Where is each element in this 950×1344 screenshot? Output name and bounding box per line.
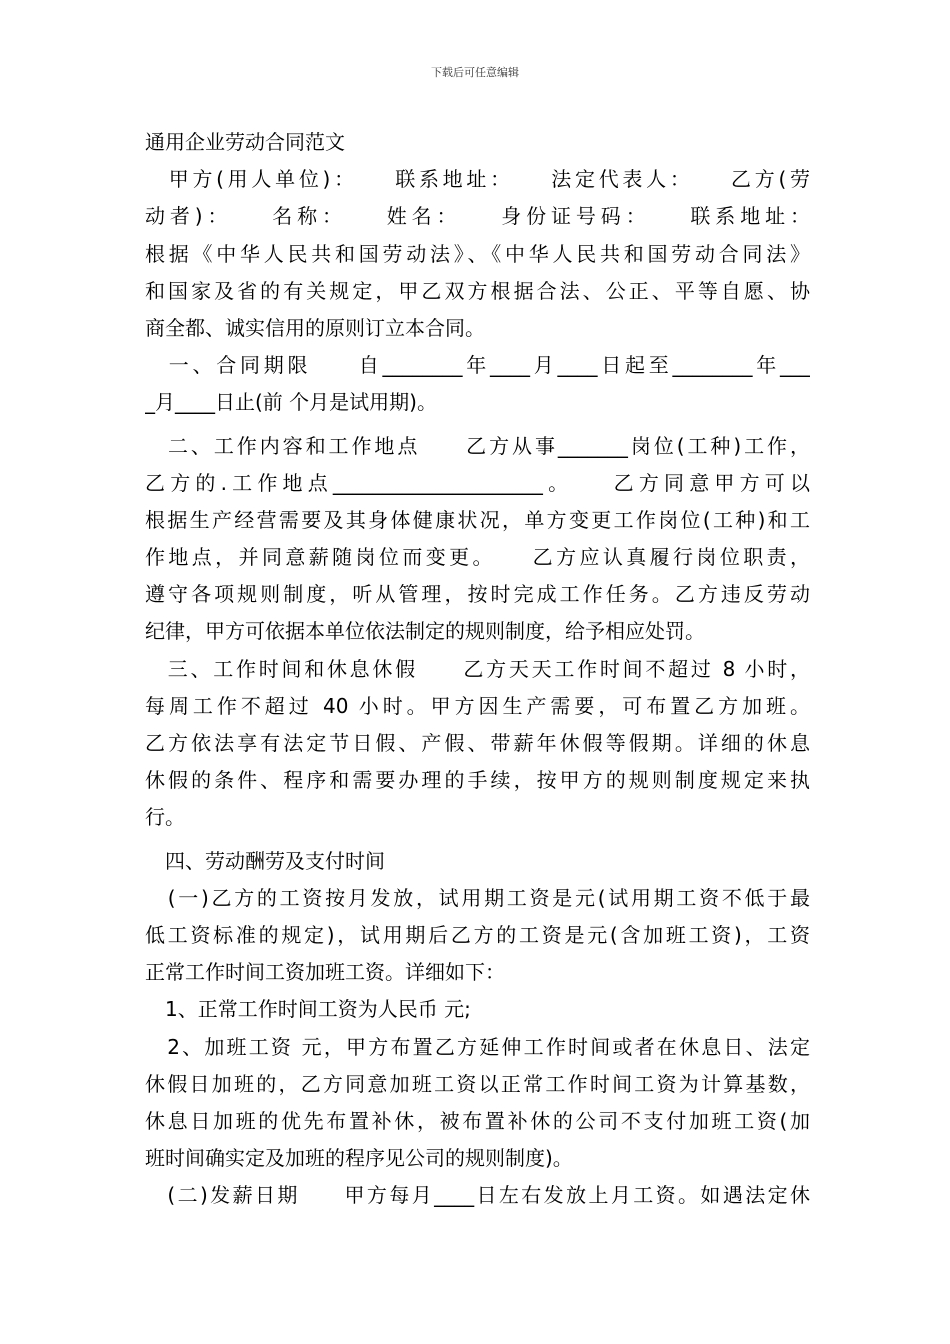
- text-line: 根据《中华人民共和国劳动法》、《中华人民共和国劳动合同法》: [145, 241, 810, 266]
- text-line: 乙方依法享有法定节日假、产假、带薪年休假等假期。详细的休息: [145, 731, 810, 755]
- section-heading-1: 一、合同期限 自________年____月____日起至________年___: [145, 353, 810, 378]
- text-line: 正常工作时间工资加班工资。详细如下：: [145, 960, 505, 985]
- text-line: 班时间确实定及加班的程序见公司的规则制度)。: [145, 1146, 573, 1171]
- document-body: [145, 124, 810, 1214]
- text-line: 休假的条件、程序和需要办理的手续，按甲方的规则制度规定来执: [145, 768, 810, 793]
- text-line: (二)发薪日期 甲方每月____日左右发放上月工资。如遇法定休: [145, 1183, 810, 1208]
- text-line: 行。: [145, 805, 185, 830]
- text-line: 休假日加班的，乙方同意加班工资以正常工作时间工资为计算基数，: [145, 1071, 810, 1096]
- text-line: (一)乙方的工资按月发放，试用期工资是元(试用期工资不低于最: [145, 885, 810, 910]
- text-line: _月____日止(前 个月是试用期)。: [145, 390, 437, 415]
- text-line: 根据生产经营需要及其身体健康状况，单方变更工作岗位(工种)和工: [145, 507, 810, 532]
- text-line: 1、正常工作时间工资为人民币 元;: [145, 997, 471, 1022]
- section-heading-4: 四、劳动酬劳及支付时间: [145, 848, 385, 873]
- text-line: 纪律，甲方可依据本单位依法制定的规则制度，给予相应处罚。: [145, 619, 705, 644]
- text-line: 和国家及省的有关规定，甲乙双方根据合法、公正、平等自愿、协: [145, 278, 810, 303]
- text-line: 休息日加班的优先布置补休，被布置补休的公司不支付加班工资(加: [145, 1108, 810, 1133]
- text-line: 作地点，并同意薪随岗位而变更。 乙方应认真履行岗位职责，: [145, 545, 810, 570]
- text-line: 2、加班工资 元，甲方布置乙方延伸工作时间或者在休息日、法定: [145, 1034, 810, 1059]
- text-line: 商全都、诚实信用的原则订立本合同。: [145, 315, 485, 340]
- text-line: 乙方的.工作地点_____________________。 乙方同意甲方可以: [145, 470, 810, 495]
- text-line: 甲方(用人单位)： 联系地址： 法定代表人： 乙方(劳: [145, 167, 810, 192]
- document-title: 通用企业劳动合同范文: [145, 130, 345, 154]
- section-heading-2: 二、工作内容和工作地点 乙方从事_______岗位(工种)工作，: [145, 433, 810, 458]
- section-heading-3: 三、工作时间和休息休假 乙方天天工作时间不超过 8 小时，: [145, 656, 810, 681]
- text-line: 动者)： 名称： 姓名： 身份证号码： 联系地址：: [145, 204, 810, 229]
- text-line: 每周工作不超过 40 小时。甲方因生产需要，可布置乙方加班。: [145, 693, 810, 718]
- text-line: 低工资标准的规定)，试用期后乙方的工资是元(含加班工资)，工资: [145, 922, 810, 947]
- page-header: 下载后可任意编辑: [431, 66, 519, 79]
- text-line: 遵守各项规则制度，听从管理，按时完成工作任务。乙方违反劳动: [145, 582, 810, 607]
